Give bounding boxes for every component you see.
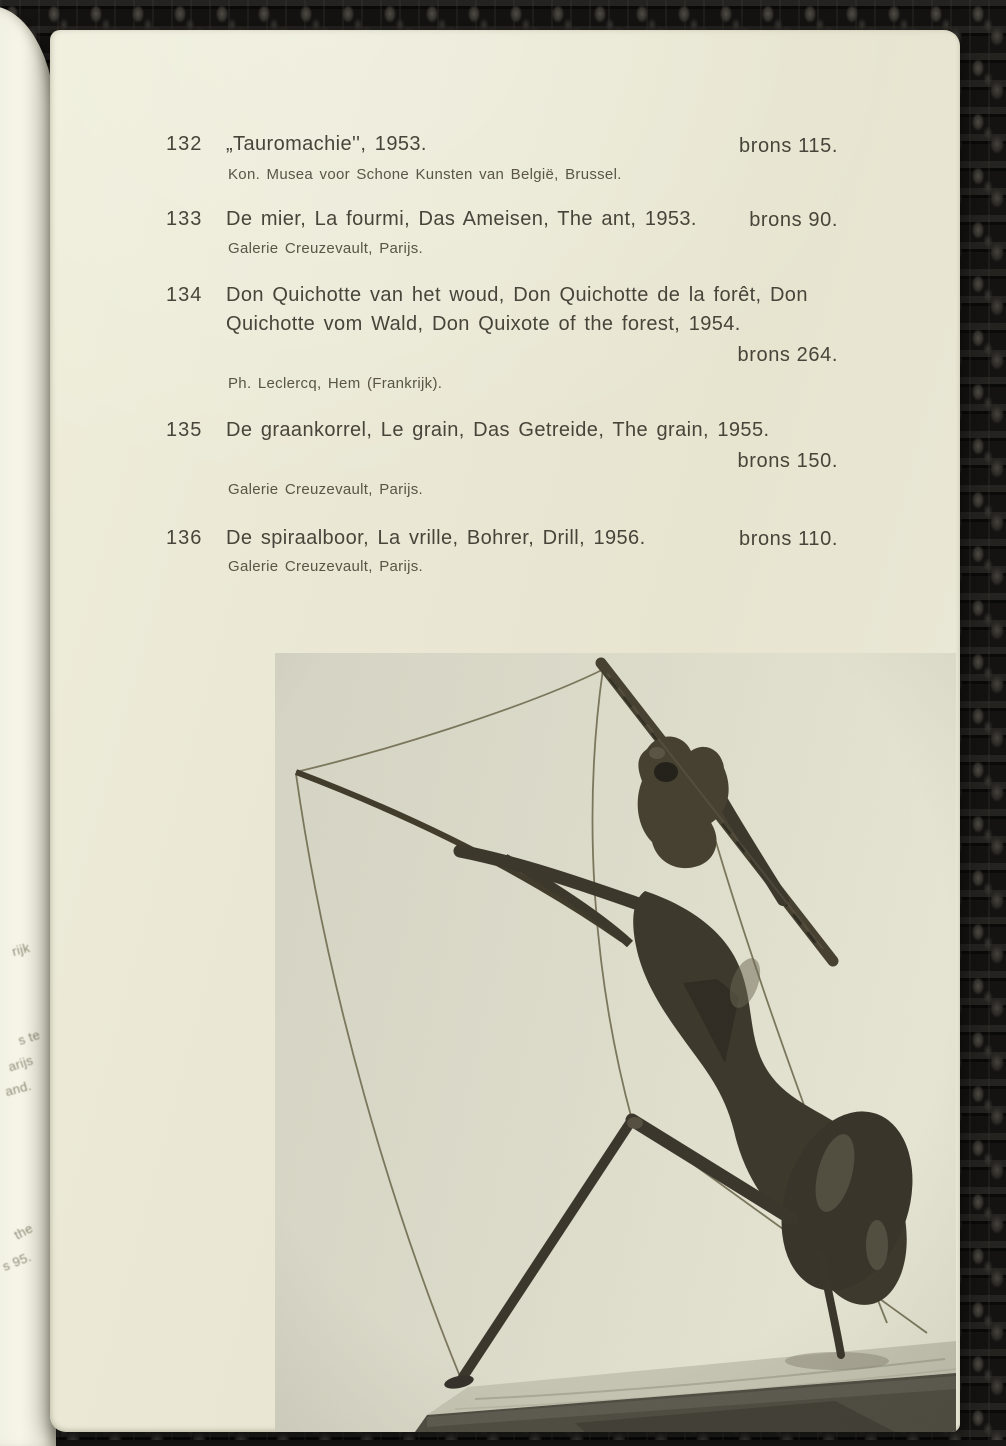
- entry-title-line: „Tauromachie'', 1953.: [226, 133, 427, 155]
- entry-title-line: Don Quichotte van het woud, Don Quichotte de la forêt, Don: [226, 284, 808, 306]
- entry-title-line: De graankorrel, Le grain, Das Getreide, The grain, 1955.: [226, 419, 770, 441]
- edge-text-fragment: s 95.: [0, 1248, 34, 1275]
- entry-price: brons 150.: [737, 450, 838, 472]
- entry-provenance: Galerie Creuzevault, Parijs.: [228, 240, 423, 257]
- edge-text-fragment: rijk: [10, 939, 32, 960]
- entry-number: 134: [166, 284, 203, 306]
- entry-number: 136: [166, 527, 203, 549]
- entry-price: brons 264.: [737, 344, 838, 366]
- edge-text-fragment: the: [11, 1220, 36, 1243]
- entry-price: brons 90.: [749, 209, 838, 231]
- entry-provenance: Ph. Leclercq, Hem (Frankrijk).: [228, 375, 443, 392]
- entry-title-line: De spiraalboor, La vrille, Bohrer, Drill, 1956.: [226, 527, 646, 549]
- sculpture-photo: [275, 653, 956, 1432]
- edge-text-fragment: and.: [3, 1077, 34, 1100]
- edge-text-fragment: arijs: [6, 1052, 36, 1075]
- edge-text-fragment: s te: [16, 1026, 42, 1049]
- entry-price: brons 115.: [738, 135, 838, 157]
- entry-number: 132: [166, 133, 203, 155]
- entry-title-line: De mier, La fourmi, Das Ameisen, The ant, 1953.: [226, 208, 697, 230]
- catalogue-page: [50, 30, 960, 1432]
- entry-price: brons 110.: [738, 528, 838, 550]
- entry-provenance: Kon. Musea voor Schone Kunsten van België, Brussel.: [228, 166, 622, 183]
- entry-provenance: Galerie Creuzevault, Parijs.: [228, 558, 423, 575]
- entry-provenance: Galerie Creuzevault, Parijs.: [228, 481, 423, 498]
- entry-number: 133: [166, 208, 203, 230]
- entry-number: 135: [166, 419, 203, 441]
- entry-title-line: Quichotte vom Wald, Don Quixote of the forest, 1954.: [226, 313, 741, 335]
